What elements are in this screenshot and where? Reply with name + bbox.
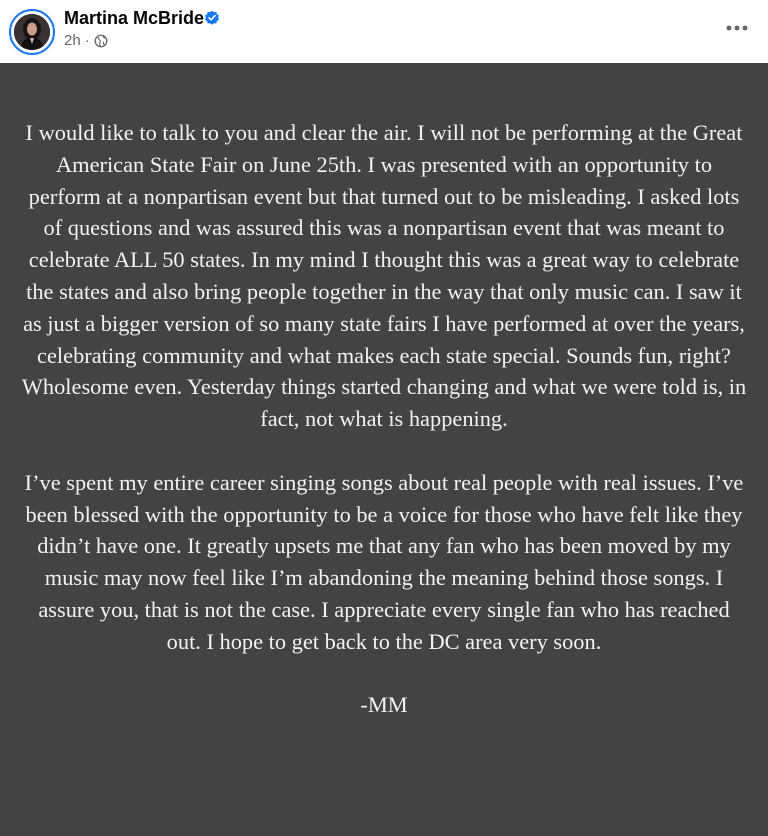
statement-paragraph-2: I’ve spent my entire career singing songs about real people with real issues. I’ve been blessed with the opportunity to be a voice for those who have felt like they didn’t have one. It greatly upsets me that any fan who has been moved by my music may now feel like I’m abandoning the meaning behind those songs. I assure you, that is not the case. I appreciate every single fan who has reached out. I hope to get back to the DC area very soon. xyxy=(24,469,744,654)
verified-badge-icon xyxy=(204,10,220,26)
post-timestamp[interactable]: 2h xyxy=(64,32,81,49)
post-header xyxy=(0,0,768,63)
avatar-image xyxy=(14,14,50,50)
globe-icon[interactable] xyxy=(94,34,108,48)
statement-text xyxy=(20,117,748,721)
statement-signature: -MM xyxy=(360,692,408,718)
meta-separator: · xyxy=(84,32,90,49)
avatar[interactable] xyxy=(9,9,55,55)
author-name[interactable]: Martina McBride xyxy=(64,8,205,28)
post-meta xyxy=(64,32,108,49)
more-options-icon xyxy=(726,25,748,31)
more-options-button[interactable] xyxy=(718,10,756,46)
profile-photo-icon xyxy=(14,14,50,50)
statement-paragraph-1: I would like to talk to you and clear the air. I will not be performing at the Great American State Fair on June 25th. I was presented with an opportunity to perform at a nonpartisan event but that turned out to be misleading. I asked lots of questions and was assured this was a nonpartisan event that was meant to celebrate ALL 50 states. In my mind I thought this was a great way to celebrate the states and also bring people together in the way that only music can. I saw it as just a bigger version of so many state fairs I have performed at over the years, celebrating community and what makes each state special. Sounds fun, right? Wholesome even. Yesterday things started changing and what we were told is, in fact, not what is happening. xyxy=(21,120,747,432)
post-image[interactable] xyxy=(0,63,768,836)
